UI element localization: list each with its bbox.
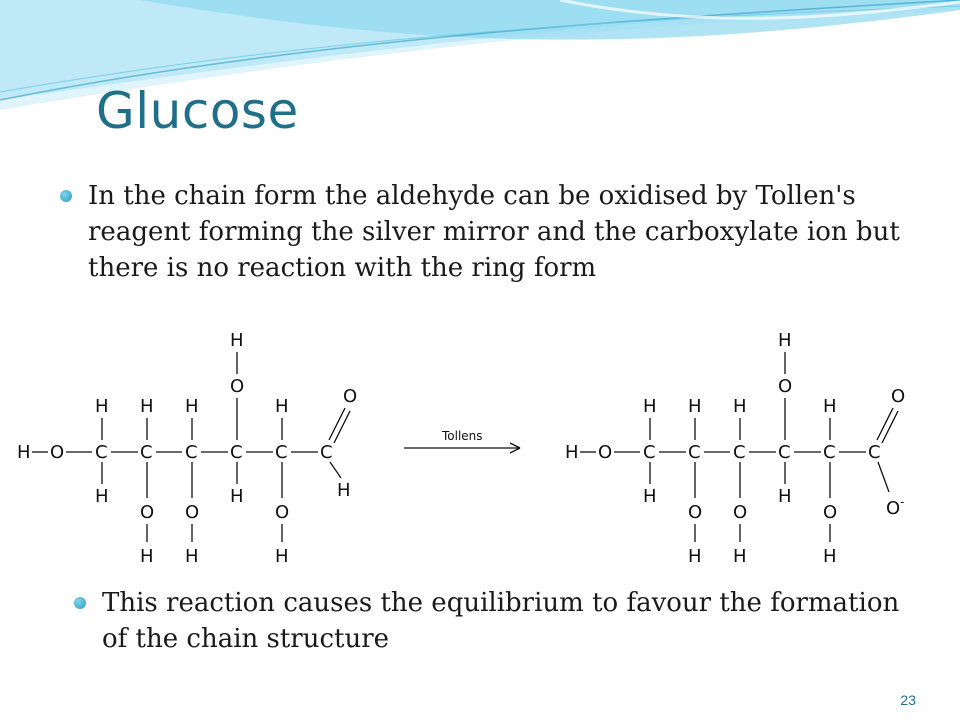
atom-h: H [95, 396, 109, 417]
negative-charge: - [900, 495, 905, 509]
atom-c: C [275, 442, 288, 463]
atom-o: O [185, 502, 200, 523]
atom-o-minus: O [886, 498, 901, 519]
atom-h: H [275, 546, 289, 567]
atom-o: O [823, 502, 838, 523]
atom-c: C [643, 442, 656, 463]
atom-o: O [891, 386, 906, 407]
atom-c: C [140, 442, 153, 463]
reaction-arrow [404, 429, 520, 453]
atom-h: H [823, 396, 837, 417]
atom-h: H [337, 480, 351, 501]
atom-c: C [95, 442, 108, 463]
atom-h: H [688, 396, 702, 417]
atom-h: H [643, 486, 657, 507]
atom-h: H [778, 330, 792, 351]
atom-o: O [688, 502, 703, 523]
atom-h: H [733, 396, 747, 417]
atom-o: O [275, 502, 290, 523]
atom-h: H [230, 486, 244, 507]
atom-c: C [778, 442, 791, 463]
atom-h: H [688, 546, 702, 567]
atom-o: O [778, 376, 793, 397]
atom-h: H [823, 546, 837, 567]
atom-h: H [733, 546, 747, 567]
atom-o: O [230, 376, 245, 397]
atom-o: O [343, 386, 358, 407]
atom-h: H [185, 396, 199, 417]
atom-h: H [17, 442, 31, 463]
atom-h: H [95, 486, 109, 507]
atom-o: O [50, 442, 65, 463]
bullet-equilibrium: This reaction causes the equilibrium to favour the formation of the chain structure [102, 585, 902, 657]
tollens-reaction-diagram [0, 320, 960, 580]
atom-o: O [733, 502, 748, 523]
atom-h: H [140, 546, 154, 567]
page-number: 23 [900, 692, 916, 708]
atom-c: C [823, 442, 836, 463]
atom-c: C [868, 442, 881, 463]
atom-o: O [140, 502, 155, 523]
glucose-chain-structure [17, 330, 357, 567]
atom-h: H [778, 486, 792, 507]
carboxylate-chain-structure [565, 330, 905, 567]
arrow-label: Tollens [442, 429, 483, 443]
bullet-tollens-oxidation: In the chain form the aldehyde can be oxidised by Tollen's reagent forming the silver mirror and the carboxylate ion but there is no reaction with the ring form [88, 178, 908, 286]
atom-c: C [320, 442, 333, 463]
atom-h: H [565, 442, 579, 463]
atom-c: C [733, 442, 746, 463]
atom-h: H [185, 546, 199, 567]
atom-c: C [230, 442, 243, 463]
atom-h: H [275, 396, 289, 417]
atom-h: H [140, 396, 154, 417]
atom-h: H [230, 330, 244, 351]
atom-c: C [688, 442, 701, 463]
atom-c: C [185, 442, 198, 463]
atom-o: O [598, 442, 613, 463]
atom-h: H [643, 396, 657, 417]
slide-title: Glucose [96, 82, 299, 140]
